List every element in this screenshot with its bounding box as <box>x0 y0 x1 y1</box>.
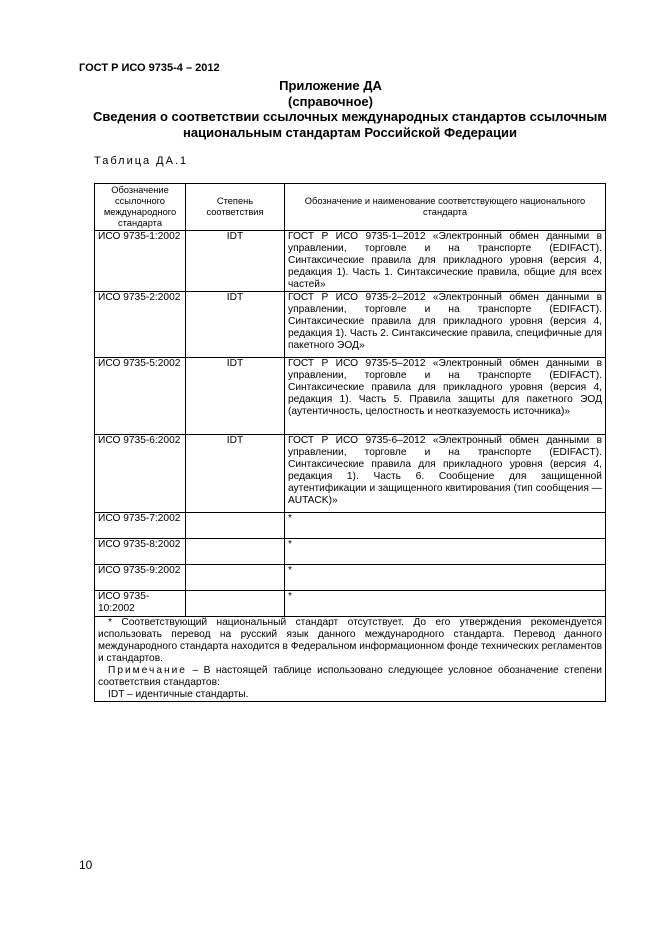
table-row <box>95 435 606 513</box>
table-notes <box>95 617 606 702</box>
intl-standard-cell: ИСО 9735-8:2002 <box>95 539 186 565</box>
appendix-title: Приложение ДА <box>279 78 382 93</box>
national-standard-cell: ГОСТ Р ИСО 9735-2–2012 «Электронный обмен данными в управлении, торговле и на транспорте (EDIFACT). Синтаксические правила для прикладного уровня (версия 4, редакция 1). Часть 2. Синтаксические правила, специфичные для пакетного ЭОД» <box>285 292 606 358</box>
header-intl: Обозначение ссылочного международного стандарта <box>95 184 186 231</box>
table-row <box>95 513 606 539</box>
table-note <box>98 665 602 689</box>
correspondence-table <box>94 183 606 702</box>
intl-standard-cell: ИСО 9735-1:2002 <box>95 231 186 292</box>
page-number: 10 <box>79 858 93 872</box>
appendix-subtitle: (справочное) <box>288 94 373 109</box>
intl-standard-cell: ИСО 9735-10:2002 <box>95 591 186 617</box>
table-caption: Таблица ДА.1 <box>94 155 189 167</box>
degree-cell: IDT <box>186 231 285 292</box>
note-text: – В настоящей таблице использовано следующее условное обозначение степени соответствия стандартов: <box>98 665 602 688</box>
national-standard-cell: * <box>285 539 606 565</box>
national-standard-cell: ГОСТ Р ИСО 9735-1–2012 «Электронный обмен данными в управлении, торговле и на транспорте (EDIFACT). Синтаксические правила для прикладного уровня (версия 4, редакция 1). Часть 1. Синтаксические правила, общие для всех частей» <box>285 231 606 292</box>
intl-standard-cell: ИСО 9735-6:2002 <box>95 435 186 513</box>
idt-definition: IDT – идентичные стандарты. <box>108 689 249 700</box>
header-degree: Степень соответствия <box>186 184 285 231</box>
national-standard-cell: * <box>285 565 606 591</box>
table-row <box>95 231 606 292</box>
intl-standard-cell: ИСО 9735-7:2002 <box>95 513 186 539</box>
degree-cell: IDT <box>186 358 285 435</box>
national-standard-cell: * <box>285 591 606 617</box>
national-standard-cell: * <box>285 513 606 539</box>
header-national: Обозначение и наименование соответствующего национального стандарта <box>285 184 606 231</box>
degree-cell <box>186 539 285 565</box>
national-standard-cell: ГОСТ Р ИСО 9735-5–2012 «Электронный обмен данными в управлении, торговле и на транспорте (EDIFACT). Синтаксические правила для прикладного уровня (версия 4, редакция 1). Часть 5. Правила защиты для пакетного ЭОД (аутентичность, целостность и неотказуемость источника)» <box>285 358 606 435</box>
table-row <box>95 292 606 358</box>
degree-cell: IDT <box>186 435 285 513</box>
note-label: Примечание <box>108 665 187 676</box>
table-row <box>95 539 606 565</box>
intl-standard-cell: ИСО 9735-9:2002 <box>95 565 186 591</box>
table-row <box>95 358 606 435</box>
degree-cell <box>186 565 285 591</box>
intl-standard-cell: ИСО 9735-5:2002 <box>95 358 186 435</box>
table-footnote: * Соответствующий национальный стандарт отсутствует. До его утверждения рекомендуется использовать перевод на русский язык данного международного стандарта. Перевод данного международного стандарта находится в Федеральном информационном фонде технических регламентов и стандартов. <box>98 617 602 664</box>
degree-cell <box>186 513 285 539</box>
national-standard-cell: ГОСТ Р ИСО 9735-6–2012 «Электронный обмен данными в управлении, торговле и на транспорте (EDIFACT). Синтаксические правила для прикладного уровня (версия 4, редакция 1). Часть 6. Сообщение для защищенной аутентификации и защищенного квитирования (тип сообщения — AUTACK)» <box>285 435 606 513</box>
intl-standard-cell: ИСО 9735-2:2002 <box>95 292 186 358</box>
appendix-heading: Сведения о соответствии ссылочных международных стандартов ссылочным национальным стандартам Российской Федерации <box>93 109 607 140</box>
degree-cell: IDT <box>186 292 285 358</box>
table-row <box>95 565 606 591</box>
table-row <box>95 591 606 617</box>
degree-cell <box>186 591 285 617</box>
document-code: ГОСТ Р ИСО 9735-4 – 2012 <box>79 62 220 74</box>
